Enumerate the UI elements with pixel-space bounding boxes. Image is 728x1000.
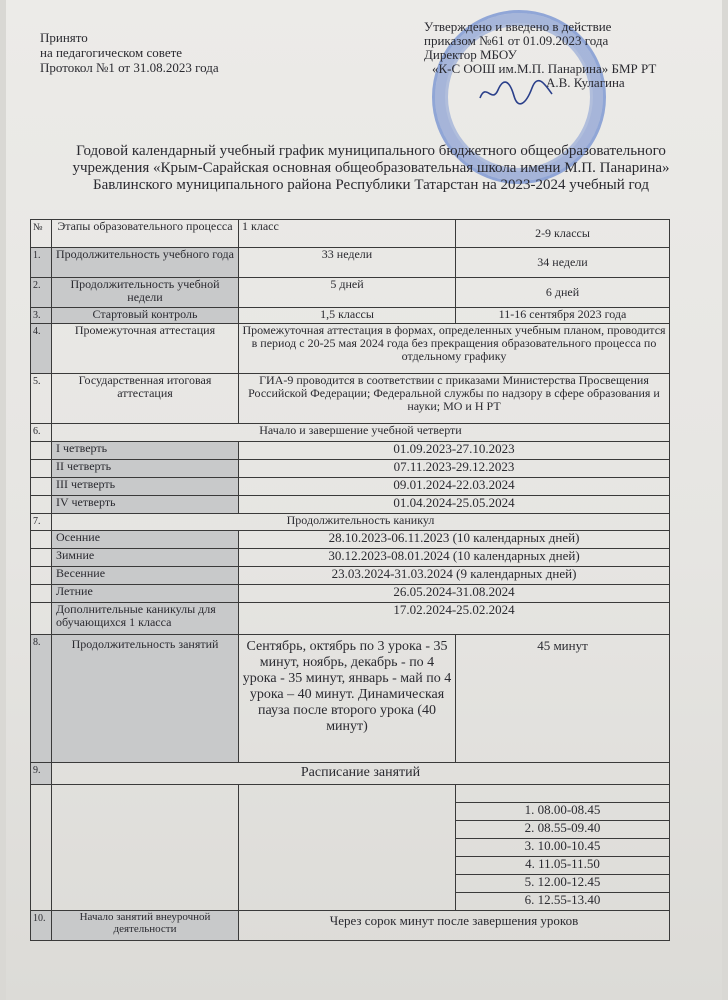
schedule-table [30,219,670,941]
table-row [31,785,670,803]
holiday-name: Осенние [52,531,239,549]
approval-block-left [40,30,219,75]
row-value: Через сорок минут после завершения уроков [239,911,670,941]
row-value: 5 дней [239,278,456,308]
table-row [31,549,670,567]
table-row: 1. Продолжительность учебного года 33 недели 34 недели [31,248,670,278]
row-value: 1,5 классы [239,308,456,324]
col-stage-header: Этапы образовательного процесса [52,220,239,248]
row-value: 45 минут [456,635,670,763]
holiday-dates: 26.05.2024-31.08.2024 [239,585,670,603]
row-value: 11-16 сентября 2023 года [456,308,670,324]
table-row: 4. Промежуточная аттестация Промежуточная аттестация в формах, определенных учебным планом, проводится в период с 20-25 мая 2024 года без прекращения образовательного процесса по отдельному графику [31,324,670,374]
lesson-time: 4. 11.05-11.50 [456,857,670,875]
table-row [31,442,670,460]
lesson-time: 3. 10.00-10.45 [456,839,670,857]
holiday-name: Весенние [52,567,239,585]
director-name: А.В. Кулагина [546,75,625,90]
lesson-time: 6. 12.55-13.40 [456,893,670,911]
row-value: Промежуточная аттестация в формах, определенных учебным планом, проводится в период с 20-25 мая 2024 года без прекращения образовательного процесса по отдельному графику [239,324,670,374]
table-row: 10. Начало занятий внеурочной деятельности Через сорок минут после завершения уроков [31,911,670,941]
holiday-dates: 17.02.2024-25.02.2024 [239,603,670,635]
table-row [31,478,670,496]
row-value: 34 недели [456,248,670,278]
table-header-row [31,220,670,248]
row-label: Стартовый контроль [52,308,239,324]
row-value: 33 недели [239,248,456,278]
quarter-name: IV четверть [52,496,239,514]
quarter-name: I четверть [52,442,239,460]
quarter-name: II четверть [52,460,239,478]
council-label: на педагогическом совете [40,45,183,60]
quarter-dates: 07.11.2023-29.12.2023 [239,460,670,478]
table-row: 7. Продолжительность каникул [31,514,670,531]
table-row: 3. Стартовый контроль 1,5 классы 11-16 сентября 2023 года [31,308,670,324]
protocol-label: Протокол №1 от 31.08.2023 года [40,60,219,75]
holiday-dates: 23.03.2024-31.03.2024 (9 календарных дней) [239,567,670,585]
holiday-name: Зимние [52,549,239,567]
quarter-dates: 09.01.2024-22.03.2024 [239,478,670,496]
row-label: Государственная итоговая аттестация [52,374,239,424]
holiday-name: Дополнительные каникулы для обучающихся 1 класса [52,603,239,635]
signature-icon [476,78,556,108]
lesson-time: 5. 12.00-12.45 [456,875,670,893]
table-row [31,603,670,635]
document-title: Годовой календарный учебный график муниципального бюджетного общеобразовательного учреждения «Крым-Сарайская основная общеобразовательная школа имени М.П. Панарина» Бавлинского муниципального района Республики Татарстан на 2023-2024 учебный год [72,143,670,193]
table-row [31,460,670,478]
row-label: Продолжительность учебного года [52,248,239,278]
accepted-label: Принято [40,30,88,45]
table-row: 2. Продолжительность учебной недели 5 дней 6 дней [31,278,670,308]
approved-label: Утверждено и введено в действие [424,19,612,34]
col-num-header: № [31,220,52,248]
row-value: 6 дней [456,278,670,308]
holiday-name: Летние [52,585,239,603]
section-label: Продолжительность каникул [52,514,670,531]
holiday-dates: 28.10.2023-06.11.2023 (10 календарных дней) [239,531,670,549]
lesson-time: 1. 08.00-08.45 [456,803,670,821]
row-value: Сентябрь, октябрь по 3 урока - 35 минут, ноябрь, декабрь - по 4 урока - 35 минут, январь - май по 4 урока – 40 минут. Динамическая пауза после второго урока (40 минут) [239,635,456,763]
order-label: приказом №61 от 01.09.2023 года [424,33,609,48]
table-row: 6. Начало и завершение учебной четверти [31,424,670,442]
table-row: 9. Расписание занятий [31,763,670,785]
quarter-name: III четверть [52,478,239,496]
table-row: 8. Продолжительность занятий Сентябрь, октябрь по 3 урока - 35 минут, ноябрь, декабрь - по 4 урока - 35 минут, январь - май по 4 урока – 40 минут. Динамическая пауза после второго урока (40 минут) 45 минут [31,635,670,763]
quarter-dates: 01.04.2024-25.05.2024 [239,496,670,514]
table-row [31,496,670,514]
row-label: Продолжительность учебной недели [52,278,239,308]
quarter-dates: 01.09.2023-27.10.2023 [239,442,670,460]
table-row [31,585,670,603]
section-label: Расписание занятий [52,763,670,785]
row-label: Продолжительность занятий [52,635,239,763]
col-grade1-header: 1 класс [239,220,456,248]
document-page [6,0,722,1000]
director-label: Директор МБОУ [424,47,517,62]
school-short-label: «К-С ООШ им.М.П. Панарина» БМР РТ [432,61,657,76]
col-grades-header: 2-9 классы [456,220,670,248]
table-row: 5. Государственная итоговая аттестация ГИА-9 проводится в соответствии с приказами Министерства Просвещения Российской Федерации; Федеральной службы по надзору в сфере образования и науки; МО и Н РТ [31,374,670,424]
holiday-dates: 30.12.2023-08.01.2024 (10 календарных дней) [239,549,670,567]
row-label: Промежуточная аттестация [52,324,239,374]
lesson-time: 2. 08.55-09.40 [456,821,670,839]
row-value: ГИА-9 проводится в соответствии с приказами Министерства Просвещения Российской Федерации; Федеральной службы по надзору в сфере образования и науки; МО и Н РТ [239,374,670,424]
table-row [31,531,670,549]
table-row [31,567,670,585]
row-label: Начало занятий внеурочной деятельности [52,911,239,941]
section-label: Начало и завершение учебной четверти [52,424,670,442]
